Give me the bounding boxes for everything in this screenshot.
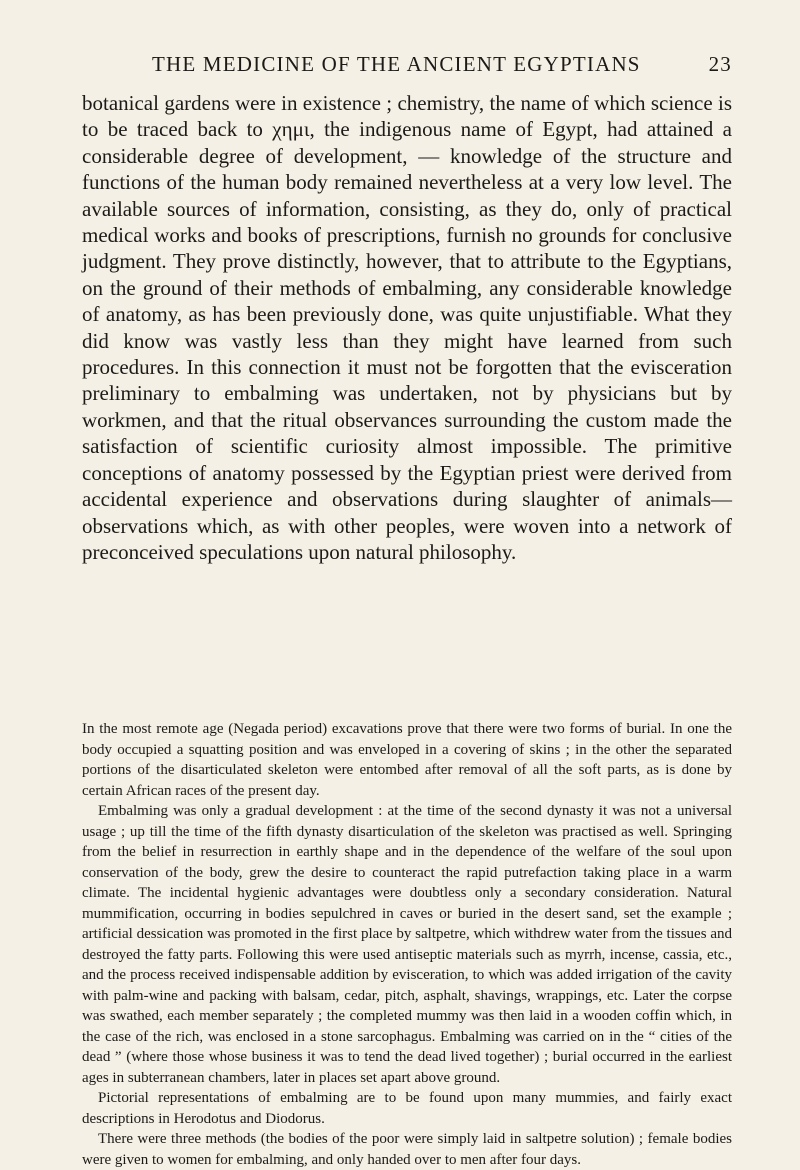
note-paragraph-burial: In the most remote age (Negada period) excavations prove that there were two forms of burial. In one the body occupied a squatting position and was enveloped in a covering of skins ; in the other the separated portions of the disarticulated skeleton were entombed after removal of all the soft parts, as is done by certain African races of the present day. xyxy=(82,721,732,799)
note-paragraph-methods: There were three methods (the bodies of the poor were simply laid in saltpetre solution) ; female bodies were given to women for embalming, and only handed over to men after four days. xyxy=(82,1131,732,1168)
running-title: THE MEDICINE OF THE ANCIENT EGYPTIANS xyxy=(152,52,641,76)
main-paragraph: botanical gardens were in existence ; chemistry, the name of which science is to be traced back to χημι, the indigenous name of Egypt, had attained a considerable degree of development, — knowledge of the structure and functions of the human body remained nevertheless at a very low level. The available sources of information, consisting, as they do, only of practical medical works and books of prescriptions, furnish no grounds for conclusive judgment. They prove distinctly, however, that to attribute to the Egyptians, on the ground of their methods of embalming, any considerable knowledge of anatomy, as has been previously done, was quite unjustifiable. What they did know was vastly less than they might have learned from such procedures. In this connection it must not be forgotten that the evisceration preliminary to embalming was undertaken, not by physicians but by workmen, and that the ritual observances surrounding the custom made the satisfaction of scientific curiosity almost impossible. The primitive conceptions of anatomy possessed by the Egyptian priest were derived from accidental experience and observations during slaughter of animals—observations which, as with other peoples, were woven into a network of preconceived speculations upon natural philosophy. xyxy=(82,91,732,564)
running-head xyxy=(82,52,732,82)
note-paragraph-representations: Pictorial representations of embalming are to be found upon many mummies, and fairly exact descriptions in Herodotus and Diodorus. xyxy=(82,1090,732,1127)
notes-section xyxy=(82,719,732,1170)
page-number: 23 xyxy=(708,52,732,76)
note-paragraph-embalming: Embalming was only a gradual development : at the time of the second dynasty it was not a universal usage ; up till the time of the fifth dynasty disarticulation of the skeleton was practised as well. Springing from the belief in resurrection in earthly shape and in the dependence of the welfare of the soul upon conservation of the body, grew the desire to counteract the rapid putrefaction taking place in a warm climate. The incidental hygienic advantages were doubtless only a secondary consideration. Natural mummification, occurring in bodies sepulchred in caves or buried in the desert sand, set the example ; artificial dessication was promoted in the first place by saltpetre, which withdrew water from the tissues and destroyed the fatty parts. Following this were used antiseptic materials such as myrrh, incense, cassia, etc., and the process received indispensable addition by evisceration, to which was added irrigation of the cavity with palm-wine and packing with balsam, cedar, pitch, asphalt, shavings, wrappings, etc. Later the corpse was swathed, each member separately ; the completed mummy was then laid in a wooden coffin which, in the case of the rich, was enclosed in a stone sarcophagus. Embalming was carried on in the “ cities of the dead ” (where those whose business it was to tend the dead lived together) ; burial occurred in the earliest ages in subterranean chambers, later in places set apart above ground. xyxy=(82,803,732,1086)
